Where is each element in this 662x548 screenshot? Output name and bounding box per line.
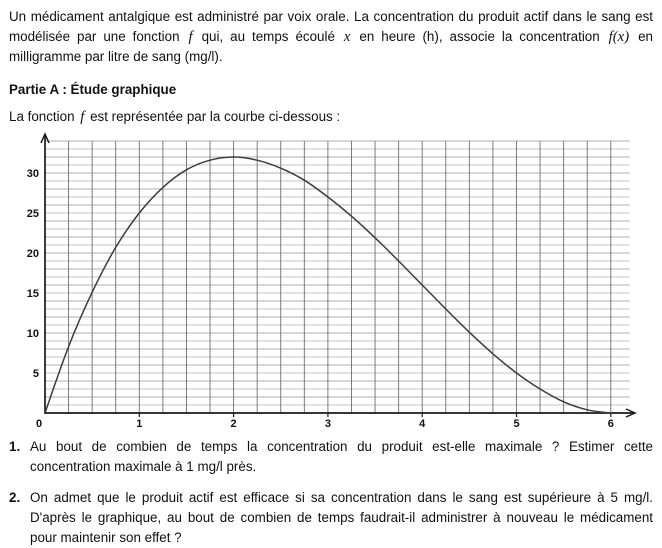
intro-paragraph — [9, 7, 653, 67]
function-curve-plot — [0, 129, 662, 431]
axes — [41, 134, 635, 417]
intro-text-1: Un médicament antalgique est administré par voix orale. La concentration du produit actif dans le sang est modélisée par une fonction — [9, 9, 653, 44]
grid-horizontal-lines — [45, 141, 630, 405]
x-tick-label: 1 — [136, 418, 143, 430]
x-tick-label: 0 — [35, 418, 43, 430]
intro-text-2: qui, au temps écoulé — [194, 29, 342, 44]
question-2-text: On admet que le produit actif est efficace si sa concentration dans le sang est supérieure à 5 mg/l. D'après le graphique, au bout de combien de temps faudrait-il administrer à nouveau le médicament pour maintenir son effet ? — [30, 490, 653, 545]
x-tick-label: 4 — [419, 418, 426, 430]
question-2 — [9, 488, 653, 548]
math-f: f — [188, 29, 193, 45]
y-tick-label: 10 — [26, 328, 39, 340]
y-tick-label: 15 — [26, 288, 39, 300]
x-tick-label: 6 — [607, 418, 614, 430]
y-tick-label: 20 — [26, 248, 39, 260]
curve-intro-text-1: La fonction — [9, 109, 79, 124]
intro-text-3: en heure (h), associe la concentration — [352, 29, 607, 44]
x-tick-labels — [36, 413, 614, 430]
question-1 — [9, 437, 653, 477]
y-tick-label: 30 — [26, 168, 39, 180]
question-2-number: 2. — [9, 490, 21, 505]
intro-text-4: en milligramme par litre de sang (mg/l). — [9, 29, 653, 64]
concentration-chart — [0, 129, 662, 431]
y-tick-label: 5 — [32, 368, 39, 380]
math-f-of-x: f(x) — [608, 29, 630, 45]
y-tick-label: 25 — [26, 208, 39, 220]
curve-intro-text-2: est représentée par la courbe ci-dessous : — [86, 109, 341, 124]
curve-intro-line — [9, 107, 653, 127]
question-1-text: Au bout de combien de temps la concentration du produit est-elle maximale ? Estimer cette concentration maximale à 1 mg/l près. — [30, 439, 653, 474]
x-tick-label: 5 — [513, 418, 520, 430]
x-tick-label: 3 — [324, 418, 331, 430]
section-heading: Partie A : Étude graphique — [9, 82, 177, 97]
math-f: f — [80, 109, 85, 125]
question-1-number: 1. — [9, 439, 21, 454]
math-x: x — [343, 29, 351, 45]
x-tick-label: 2 — [230, 418, 237, 430]
y-tick-labels — [27, 168, 39, 380]
